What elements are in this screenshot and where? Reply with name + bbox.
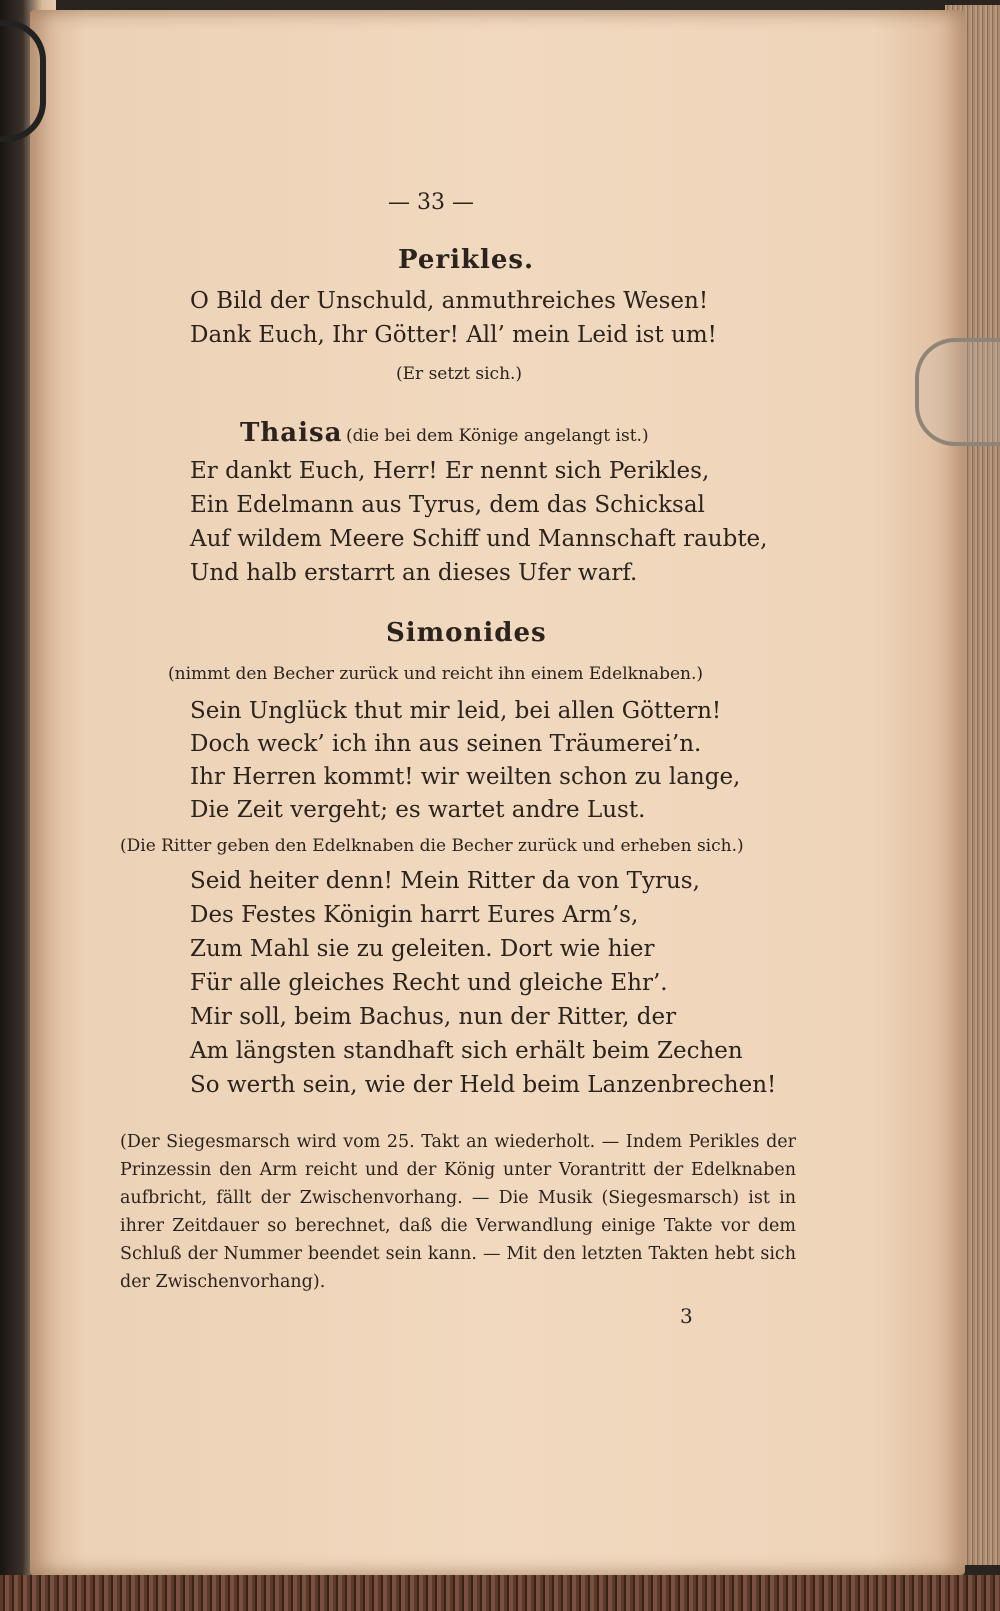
stage-direction: (Die Ritter geben den Edelknaben die Becher zurück und erheben sich.) — [120, 836, 744, 856]
verse-line: Für alle gleiches Recht und gleiche Ehr’. — [190, 970, 668, 996]
page-number: — 33 — — [388, 190, 474, 215]
stage-direction: (Er setzt sich.) — [396, 364, 523, 384]
verse-line: Ein Edelmann aus Tyrus, dem das Schicksal — [190, 492, 705, 518]
closing-stage-direction: (Der Siegesmarsch wird vom 25. Takt an wiederholt. — Indem Perikles der Prinzessin den Arm reicht und der König unter Vorantritt der Edelknaben aufbricht, fällt der Zwischenvorhang. — Die Musik (Siegesmarsch) ist in ihrer Zeitdauer so berechnet, daß die Verwandlung einige Takte vor dem Schluß der Nummer beendet sein kann. — Mit den letzten Takten hebt sich der Zwischenvorhang). — [120, 1132, 796, 1292]
verse-line: Dank Euch, Ihr Götter! All’ mein Leid ist um! — [190, 322, 717, 348]
verse-line: Und halb erstarrt an dieses Ufer warf. — [190, 560, 638, 586]
verse-line: Auf wildem Meere Schiff und Mannschaft raubte, — [190, 526, 768, 552]
speaker-thaisa: Thaisa — [240, 418, 343, 448]
verse-line: Er dankt Euch, Herr! Er nennt sich Perikles, — [190, 458, 710, 484]
verse-line: Mir soll, beim Bachus, nun der Ritter, der — [190, 1004, 677, 1030]
signature-mark: 3 — [680, 1304, 693, 1328]
verse-line: Am längsten standhaft sich erhält beim Zechen — [190, 1038, 743, 1064]
verse-line: So werth sein, wie der Held beim Lanzenbrechen! — [190, 1072, 777, 1098]
verse-line: Zum Mahl sie zu geleiten. Dort wie hier — [190, 936, 655, 962]
verse-line: Ihr Herren kommt! wir weilten schon zu lange, — [190, 764, 741, 790]
speaker-simonides: Simonides — [386, 618, 547, 648]
verse-line: Die Zeit vergeht; es wartet andre Lust. — [190, 797, 646, 823]
stage-direction: (die bei dem Könige angelangt ist.) — [346, 426, 649, 446]
verse-line: Seid heiter denn! Mein Ritter da von Tyrus, — [190, 868, 700, 894]
verse-line: Des Festes Königin harrt Eures Arm’s, — [190, 902, 639, 928]
verse-line: Sein Unglück thut mir leid, bei allen Göttern! — [190, 698, 722, 724]
verse-line: Doch weck’ ich ihn aus seinen Träumerei’n. — [190, 731, 702, 757]
stage-direction: (nimmt den Becher zurück und reicht ihn einem Edelknaben.) — [168, 664, 703, 684]
verse-line: O Bild der Unschuld, anmuthreiches Wesen! — [190, 288, 709, 314]
speaker-perikles: Perikles. — [398, 245, 535, 275]
